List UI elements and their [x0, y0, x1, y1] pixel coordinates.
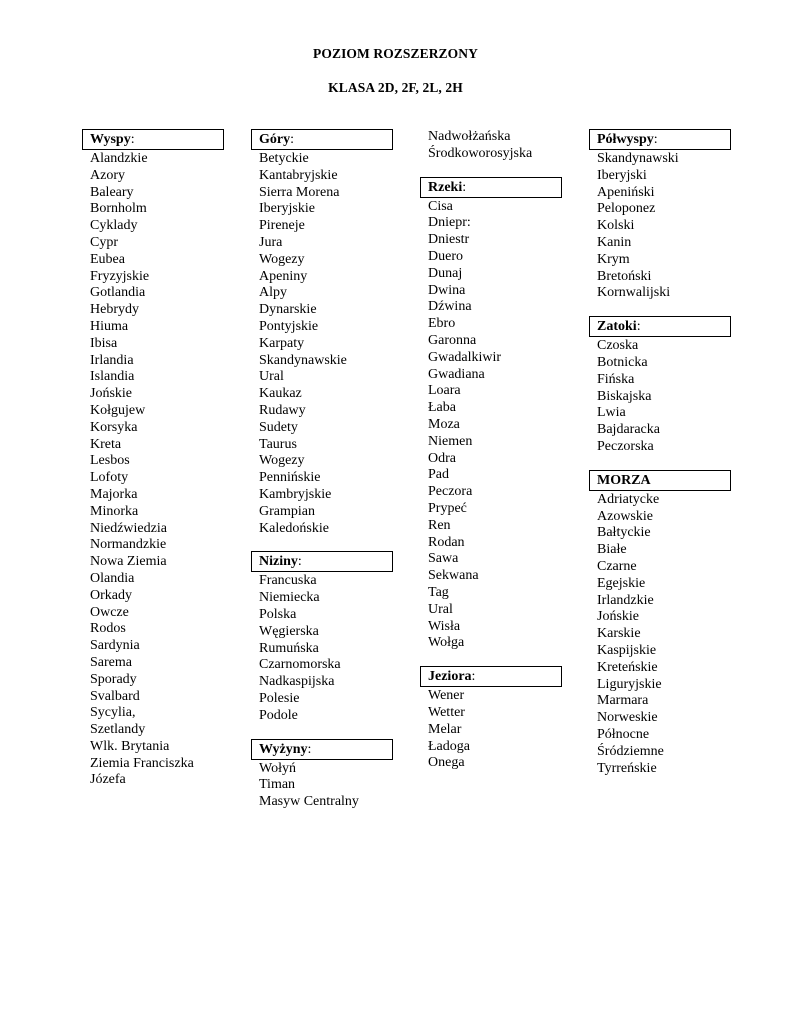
- list-item: Lwia: [597, 405, 626, 421]
- list-item: Orkady: [90, 587, 132, 603]
- list-item: Prypeć: [428, 500, 467, 516]
- list-item: Pireneje: [259, 218, 305, 234]
- list-item: Owcze: [90, 604, 129, 620]
- section-title: MORZA: [597, 472, 651, 488]
- section-title-suffix: :: [290, 132, 294, 147]
- list-item: Czoska: [597, 338, 639, 354]
- list-item: Jura: [259, 234, 283, 250]
- section-title-suffix: :: [297, 554, 302, 570]
- list-item: Peczorska: [597, 438, 654, 454]
- section-wyspy: [82, 129, 224, 789]
- list-item: Lofoty: [90, 470, 129, 486]
- list-item: Ebro: [428, 316, 456, 332]
- list-item: Dniestr: [428, 232, 470, 248]
- list-item: Peczora: [428, 484, 473, 500]
- section-title: Niziny: [259, 554, 298, 570]
- section-jeziora: [420, 666, 562, 772]
- item-list: [420, 129, 562, 163]
- item-list: [251, 761, 393, 811]
- list-item: Sawa: [428, 551, 459, 567]
- list-item: Islandia: [90, 369, 135, 385]
- section-title: Jeziora: [428, 669, 472, 685]
- section-title: Rzeki: [428, 179, 463, 195]
- list-item: Hebrydy: [90, 302, 139, 318]
- list-item: Rodan: [428, 534, 465, 550]
- list-item: Ładoga: [428, 738, 470, 754]
- list-item: Kambryjskie: [259, 486, 332, 502]
- list-item: Azowskie: [597, 508, 653, 524]
- list-item: Środkoworosyjska: [428, 145, 533, 161]
- section-header-zatoki: [589, 316, 731, 337]
- list-item: Jońskie: [90, 386, 132, 402]
- list-item: Cisa: [428, 198, 453, 214]
- list-item: Dynarskie: [259, 302, 317, 318]
- list-item: Węgierska: [259, 623, 319, 639]
- item-list: [589, 151, 731, 302]
- section-title-suffix: :: [307, 741, 312, 757]
- list-item: Peloponez: [597, 201, 656, 217]
- item-list: [420, 199, 562, 653]
- column-1: [82, 129, 224, 803]
- section-title: Wyspy: [90, 132, 131, 147]
- list-item: Kaukaz: [259, 386, 302, 402]
- list-item: Cypr: [90, 234, 118, 250]
- list-item: Iberyjski: [597, 167, 647, 183]
- list-item: Ren: [428, 517, 451, 533]
- list-item: Wisła: [428, 618, 461, 634]
- column-3: [420, 129, 562, 786]
- item-list: [420, 688, 562, 772]
- section-wyzyny: [251, 739, 393, 811]
- list-item: Irlandzkie: [597, 592, 654, 608]
- list-item: Baleary: [90, 184, 134, 200]
- list-item: Wogezy: [259, 453, 305, 469]
- list-item: Apeniński: [597, 184, 655, 200]
- list-item: Irlandia: [90, 352, 134, 368]
- section-zatoki: [589, 316, 731, 456]
- list-item: Sycylia,: [90, 705, 136, 721]
- list-item: Kreta: [90, 436, 122, 452]
- list-item: Pad: [428, 467, 449, 483]
- list-item: Polesie: [259, 690, 300, 706]
- list-item: Północne: [597, 726, 650, 742]
- list-item: Korsyka: [90, 419, 138, 435]
- list-item: Dźwina: [428, 299, 472, 315]
- section-header-gory: [251, 129, 393, 150]
- list-item: Sarema: [90, 654, 132, 670]
- list-item: Dwina: [428, 282, 466, 298]
- item-list: [251, 573, 393, 724]
- list-item: Ibisa: [90, 335, 118, 351]
- section-header-morza: [589, 470, 731, 491]
- list-item: Moza: [428, 416, 460, 432]
- list-item: Bretoński: [597, 268, 652, 284]
- section-title-suffix: :: [636, 319, 641, 335]
- list-item: Wołyń: [259, 760, 296, 776]
- section-rzeki: [420, 177, 562, 653]
- section-morza: [589, 470, 731, 778]
- list-item: Botnicka: [597, 354, 648, 370]
- list-item: Melar: [428, 721, 462, 737]
- list-item: Tyrreńskie: [597, 760, 657, 776]
- section-header-polwyspy: [589, 129, 731, 150]
- list-item: Sudety: [259, 419, 298, 435]
- list-item: Wołga: [428, 635, 465, 651]
- list-item: Nowa Ziemia: [90, 554, 167, 570]
- section-title-suffix: :: [471, 669, 476, 685]
- section-niziny: [251, 551, 393, 724]
- section-gory: [251, 129, 393, 537]
- list-item: Szetlandy: [90, 722, 146, 738]
- list-item: Karpaty: [259, 335, 305, 351]
- list-item: Garonna: [428, 332, 477, 348]
- list-item: Sporady: [90, 671, 137, 687]
- list-item: Ziemia Franciszka: [90, 755, 194, 771]
- section-nizinyCont: [420, 129, 562, 163]
- list-item: Majorka: [90, 486, 138, 502]
- list-item: Sekwana: [428, 568, 479, 584]
- list-item: Olandia: [90, 570, 135, 586]
- list-item: Nadwołżańska: [428, 129, 511, 144]
- item-list: [82, 151, 224, 789]
- item-list: [589, 338, 731, 456]
- list-item: Cyklady: [90, 218, 138, 234]
- list-item: Eubea: [90, 251, 125, 267]
- list-item: Sardynia: [90, 638, 140, 654]
- section-header-niziny: [251, 551, 393, 572]
- list-item: Polska: [259, 606, 297, 622]
- list-item: Onega: [428, 755, 465, 771]
- list-item: Taurus: [259, 436, 297, 452]
- section-title-suffix: :: [653, 132, 658, 147]
- list-item: Odra: [428, 450, 456, 466]
- list-item: Czarne: [597, 558, 637, 574]
- list-item: Bornholm: [90, 201, 147, 217]
- list-item: Marmara: [597, 693, 649, 709]
- list-item: Białe: [597, 542, 627, 558]
- list-item: Wlk. Brytania: [90, 738, 170, 754]
- list-item: Niemen: [428, 433, 473, 449]
- section-polwyspy: [589, 129, 731, 302]
- list-item: Normandzkie: [90, 537, 167, 553]
- list-item: Bajdaracka: [597, 422, 660, 438]
- list-item: Kaspijskie: [597, 642, 657, 658]
- list-item: Podole: [259, 707, 298, 723]
- list-item: Loara: [428, 383, 461, 399]
- list-item: Wogezy: [259, 251, 305, 267]
- list-item: Nadkaspijska: [259, 674, 335, 690]
- list-item: Fińska: [597, 371, 635, 387]
- list-item: Czarnomorska: [259, 657, 341, 673]
- list-item: Liguryjskie: [597, 676, 662, 692]
- list-item: Kantabryjskie: [259, 167, 338, 183]
- section-title: Góry: [259, 132, 291, 147]
- list-item: Masyw Centralny: [259, 794, 359, 810]
- list-item: Egejskie: [597, 575, 646, 591]
- list-item: Kaledońskie: [259, 520, 329, 536]
- item-list: [251, 151, 393, 537]
- list-item: Kolski: [597, 218, 635, 234]
- list-item: Pontyjskie: [259, 318, 319, 334]
- list-item: Alandzkie: [90, 151, 148, 166]
- list-item: Alpy: [259, 285, 287, 301]
- list-item: Ural: [428, 601, 453, 617]
- section-header-rzeki: [420, 177, 562, 198]
- list-item: Wener: [428, 688, 465, 704]
- list-item: Gotlandia: [90, 285, 146, 301]
- list-item: Jońskie: [597, 609, 639, 625]
- list-item: Timan: [259, 777, 296, 793]
- list-item: Rumuńska: [259, 640, 319, 656]
- list-item: Karskie: [597, 626, 641, 642]
- list-item: Dniepr:: [428, 215, 471, 231]
- list-item: Skandynawskie: [259, 352, 347, 368]
- list-item: Niedźwiedzia: [90, 520, 167, 536]
- list-item: Tag: [428, 584, 449, 600]
- section-title: Półwyspy: [597, 132, 654, 147]
- item-list: [589, 492, 731, 778]
- list-item: Apeniny: [259, 268, 308, 284]
- section-header-wyzyny: [251, 739, 393, 760]
- list-item: Francuska: [259, 573, 317, 589]
- list-item: Sierra Morena: [259, 184, 340, 200]
- list-item: Józefa: [90, 772, 126, 788]
- section-title: Wyżyny: [259, 741, 308, 757]
- list-item: Kanin: [597, 234, 632, 250]
- list-item: Wetter: [428, 704, 465, 720]
- list-item: Iberyjskie: [259, 201, 315, 217]
- list-item: Kołgujew: [90, 402, 146, 418]
- list-item: Skandynawski: [597, 151, 679, 166]
- list-item: Łaba: [428, 400, 456, 416]
- list-item: Krym: [597, 251, 630, 267]
- column-2: [251, 129, 393, 825]
- list-item: Svalbard: [90, 688, 140, 704]
- section-title-suffix: :: [130, 132, 135, 147]
- list-item: Betyckie: [259, 151, 309, 166]
- list-item: Adriatycke: [597, 491, 660, 507]
- list-item: Ural: [259, 369, 284, 385]
- list-item: Biskajska: [597, 388, 652, 404]
- section-title: Zatoki: [597, 319, 637, 335]
- list-item: Lesbos: [90, 453, 130, 469]
- list-item: Duero: [428, 248, 463, 264]
- list-item: Kornwalijski: [597, 285, 671, 301]
- list-item: Minorka: [90, 503, 139, 519]
- list-item: Niemiecka: [259, 590, 320, 606]
- list-item: Grampian: [259, 503, 315, 519]
- list-item: Śródziemne: [597, 743, 664, 759]
- page-title: POZIOM ROZSZERZONY: [313, 46, 478, 61]
- list-item: Rodos: [90, 621, 126, 637]
- list-item: Azory: [90, 167, 125, 183]
- section-header-wyspy: [82, 129, 224, 150]
- list-item: Pennińskie: [259, 470, 321, 486]
- list-item: Fryzyjskie: [90, 268, 150, 284]
- list-item: Bałtyckie: [597, 525, 651, 541]
- list-item: Hiuma: [90, 318, 129, 334]
- section-title-suffix: :: [462, 179, 467, 195]
- list-item: Rudawy: [259, 402, 306, 418]
- list-item: Kreteńskie: [597, 659, 658, 675]
- column-4: [589, 129, 731, 791]
- list-item: Norweskie: [597, 710, 658, 726]
- list-item: Dunaj: [428, 265, 463, 281]
- list-item: Gwadiana: [428, 366, 485, 382]
- list-item: Gwadalkiwir: [428, 349, 502, 365]
- section-header-jeziora: [420, 666, 562, 687]
- page-subtitle: KLASA 2D, 2F, 2L, 2H: [328, 80, 463, 95]
